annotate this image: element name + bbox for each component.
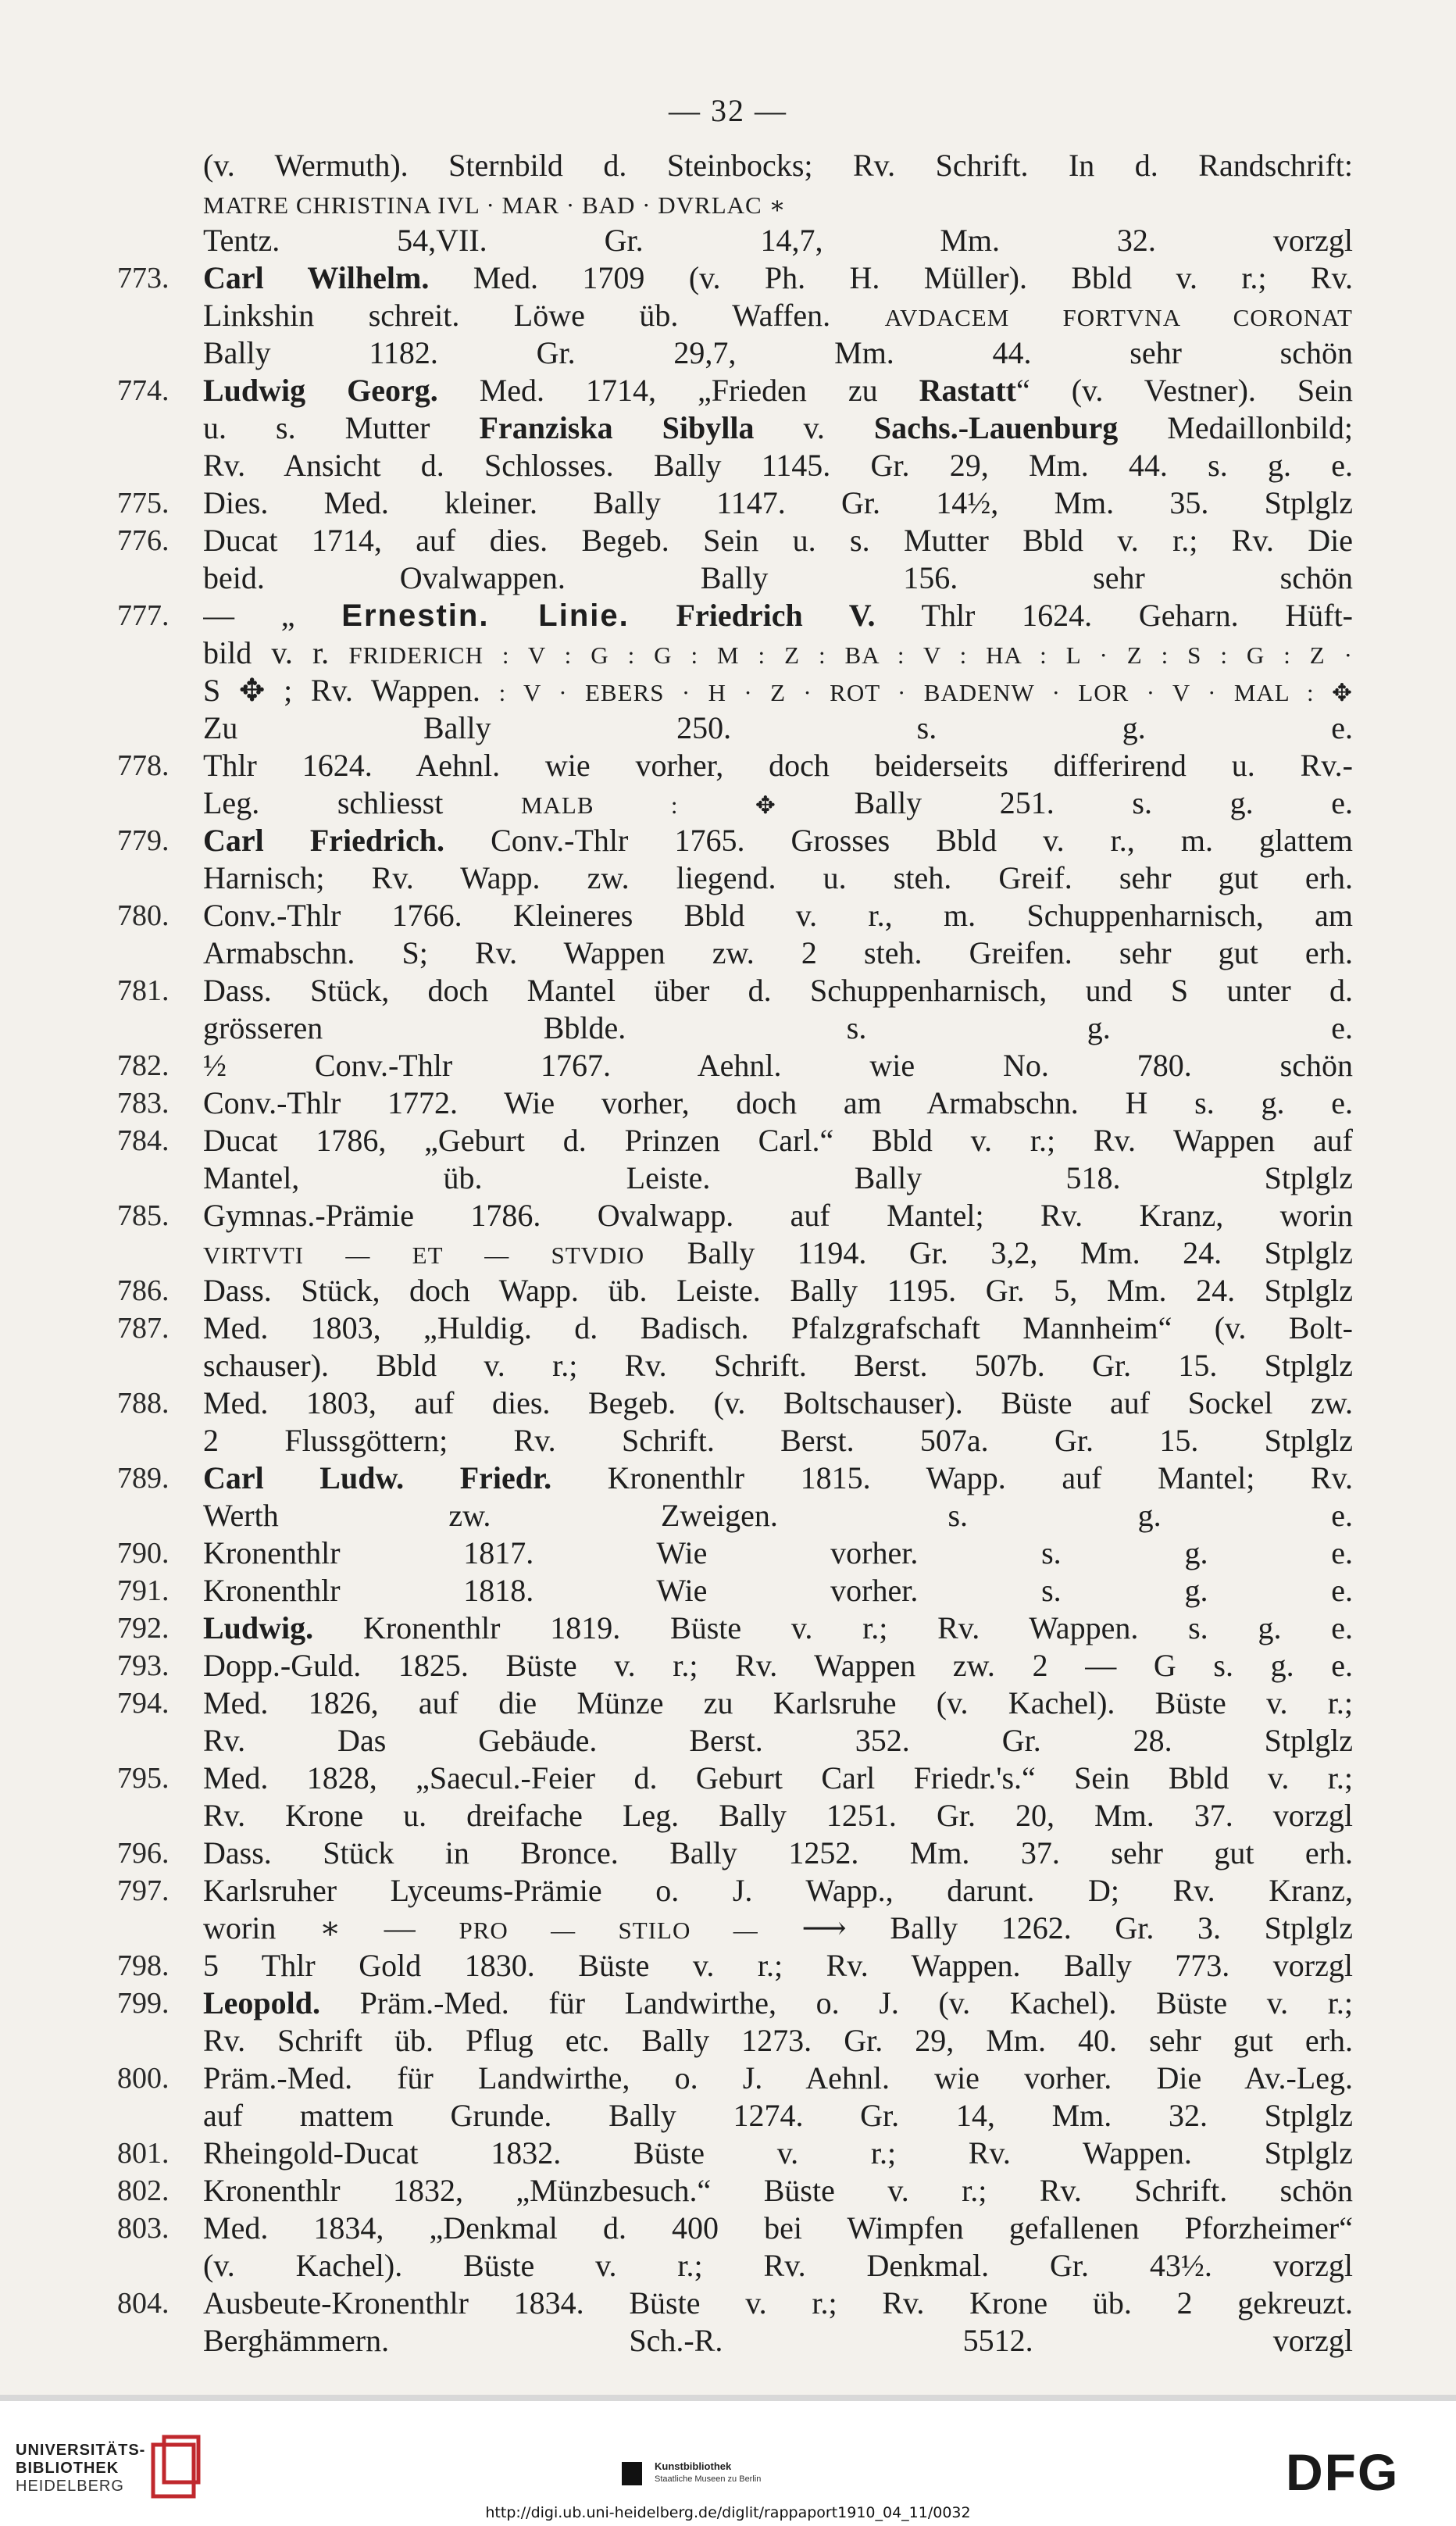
entry-text [203,1647,1353,1685]
text-segment: ⟶ Bally 1262. Gr. 3. Stplglz [758,1910,1353,1945]
text-segment: Conv.-Thlr 1772. Wie vorher, doch am Armabschn. H s. g. e. [203,1085,1353,1120]
catalog-entry [117,1197,1353,1272]
text-segment: Armabschn. S; Rv. Wappen zw. 2 steh. Greifen. sehr gut erh. [203,935,1353,970]
text-segment: Dass. Stück, doch Wapp. üb. Leiste. Bally 1195. Gr. 5, Mm. 24. Stplglz [203,1273,1353,1308]
entry-number: 782. [117,1049,170,1082]
text-segment: beid. Ovalwappen. Bally 156. sehr schön [203,560,1353,595]
entry-line [203,1797,1353,1835]
entry-number: 779. [117,824,170,857]
text-segment: 2 Flussgöttern; Rv. Schrift. Berst. 507a. Gr. 15. Stplglz [203,1423,1353,1458]
entry-number: 791. [117,1574,170,1607]
entry-line [203,1122,1353,1159]
text-segment: Leg. schliesst [203,785,521,820]
entry-text [203,1947,1353,1985]
entry-number: 799. [117,1987,170,2020]
text-segment: Kronenthlr 1819. Büste v. r.; Rv. Wappen. s. g. e. [313,1610,1353,1645]
entry-line [203,559,1353,597]
entry-line [203,1647,1353,1685]
text-segment: FRIDERICH : V : G : G : M : Z : BA : V : HA : L · Z : S : G : Z · [348,641,1353,669]
text-segment: Med. 1803, auf dies. Begeb. (v. Boltschauser). Büste auf Sockel zw. [203,1385,1353,1420]
entry-number [117,147,203,259]
text-segment: Karlsruher Lyceums-Prämie o. J. Wapp., darunt. D; Rv. Kranz, [203,1873,1353,1908]
entry-line [203,1384,1353,1422]
catalog-entry [117,2060,1353,2135]
text-segment: Präm.-Med. für Landwirthe, o. J. (v. Kachel). Büste v. r.; [320,1985,1353,2020]
text-segment: Carl Wilhelm. [203,260,430,295]
text-segment: Ausbeute-Kronenthlr 1834. Büste v. r.; Rv. Krone üb. 2 gekreuzt. [203,2285,1353,2321]
entry-number: 796. [117,1837,170,1870]
text-segment: Kronenthlr 1818. Wie vorher. s. g. e. [203,1573,1353,1608]
entry-line [203,1460,1353,1497]
entry-text [203,1835,1353,1872]
entry-line [203,1985,1353,2022]
entry-line [203,484,1353,522]
text-segment: Gymnas.-Prämie 1786. Ovalwapp. auf Mantel; Rv. Kranz, worin [203,1198,1353,1233]
entry-line [203,859,1353,897]
entry-text [203,2060,1353,2135]
text-segment: Franziska Sibylla [479,410,755,445]
entry-line [203,522,1353,559]
entry-number: 785. [117,1199,170,1232]
entry-line [203,1610,1353,1647]
entry-line [203,2285,1353,2322]
entry-number: 776. [117,524,170,557]
text-segment: Präm.-Med. für Landwirthe, o. J. Aehnl. wie vorher. Die Av.-Leg. [203,2060,1353,2095]
text-segment: Ludwig. [203,1610,314,1645]
entry-line [203,972,1353,1009]
entry-number: 783. [117,1087,170,1120]
entry-number: 797. [117,1874,170,1907]
entry-line [203,1835,1353,1872]
entry-number: 802. [117,2174,170,2207]
uni-line-2: BIBLIOTHEK [16,2460,120,2477]
text-segment: AVDACEM FORTVNA CORONAT [884,304,1353,331]
catalog-entry [117,897,1353,972]
entry-line [203,1872,1353,1910]
catalog-entry [117,972,1353,1047]
entry-number: 781. [117,974,170,1007]
entry-line [203,897,1353,934]
text-segment: Med. 1826, auf die Münze zu Karlsruhe (v. Kachel). Büste v. r.; [203,1685,1353,1720]
entry-number: 789. [117,1462,170,1495]
entry-number: 786. [117,1274,170,1307]
entry-text [203,1272,1353,1309]
entry-line [203,822,1353,859]
catalog-entry [117,1685,1353,1760]
entry-text [203,1760,1353,1835]
entry-line [203,1197,1353,1234]
text-segment: Med. 1828, „Saecul.-Feier d. Geburt Carl Friedr.'s.“ Sein Bbld v. r.; [203,1760,1353,1795]
entry-text [203,2210,1353,2285]
catalog-entry [117,597,1353,747]
entry-line [203,1084,1353,1122]
entry-text [203,1122,1353,1197]
entry-text [203,1047,1353,1084]
entry-line [203,1347,1353,1384]
entry-text [203,259,1353,372]
text-segment: : V · EBERS · H · Z · ROT · BADENW · LOR · V · MAL : ✥ [498,679,1353,706]
entry-line [203,1760,1353,1797]
catalog-entry [117,2135,1353,2172]
catalog-entry [117,1985,1353,2060]
kunstbibliothek-icon [622,2462,642,2485]
entry-text [203,1685,1353,1760]
entry-text [203,1610,1353,1647]
entry-line [203,334,1353,372]
entry-number: 793. [117,1649,170,1682]
catalog-entry [117,1309,1353,1384]
text-segment: Bally 1194. Gr. 3,2, Mm. 24. Stplglz [644,1235,1353,1270]
text-segment: Ducat 1786, „Geburt d. Prinzen Carl.“ Bbld v. r.; Rv. Wappen auf [203,1123,1353,1158]
catalog-entry [117,1384,1353,1460]
entry-text [203,1460,1353,1535]
catalog-entry [117,259,1353,372]
text-segment: “ (v. Vestner). Sein [1015,373,1353,408]
text-segment: PRO — STILO — [459,1917,758,1944]
text-segment: Harnisch; Rv. Wapp. zw. liegend. u. steh. Greif. sehr gut erh. [203,860,1353,895]
entry-number: 784. [117,1124,170,1157]
entry-line [203,1309,1353,1347]
entry-line [203,1047,1353,1084]
text-segment: Kronenthlr 1817. Wie vorher. s. g. e. [203,1535,1353,1570]
text-segment: Rheingold-Ducat 1832. Büste v. r.; Rv. Wappen. Stplglz [203,2135,1353,2171]
text-segment: v. [754,410,874,445]
dfg-logo-text: DFG [1286,2448,1400,2495]
text-segment: auf mattem Grunde. Bally 1274. Gr. 14, Mm. 32. Stplglz [203,2098,1353,2133]
text-segment: Rv. Ansicht d. Schlosses. Bally 1145. Gr. 29, Mm. 44. s. g. e. [203,448,1353,483]
text-segment: bild v. r. [203,635,349,670]
catalog-entries [117,147,1353,2360]
entry-line [203,634,1353,672]
entry-text [203,1309,1353,1384]
entry-line [203,147,1353,184]
entry-number: 803. [117,2212,170,2245]
catalog-entry [117,1535,1353,1572]
entry-number: 773. [117,262,170,295]
entry-text [203,897,1353,972]
entry-text [203,2172,1353,2210]
text-segment: (v. Kachel). Büste v. r.; Rv. Denkmal. Gr. 43½. vorzgl [203,2248,1353,2283]
entry-text [203,1084,1353,1122]
entry-number: 780. [117,899,170,932]
entry-line [203,1572,1353,1610]
entry-text [203,1535,1353,1572]
kunstbibliothek-name: Kunstbibliothek [655,2460,732,2472]
entry-line [203,2172,1353,2210]
catalog-entry [117,822,1353,897]
text-segment: Med. 1714, „Frieden zu [437,373,919,408]
catalog-entry [117,1272,1353,1309]
text-segment: Thlr 1624. Aehnl. wie vorher, doch beiderseits differirend u. Rv.- [203,748,1353,783]
catalog-entry [117,1835,1353,1872]
entry-number: 804. [117,2287,170,2320]
text-segment: Tentz. 54,VII. Gr. 14,7, Mm. 32. vorzgl [203,223,1353,258]
entry-number: 774. [117,374,170,407]
entry-line [203,1272,1353,1309]
entry-line [203,2135,1353,2172]
text-segment: Rv. Schrift üb. Pflug etc. Bally 1273. Gr. 29, Mm. 40. sehr gut erh. [203,2023,1353,2058]
text-segment: Friedrich V. [676,598,876,633]
catalog-entry [117,1647,1353,1685]
entry-line [203,2022,1353,2060]
text-segment: Med. 1834, „Denkmal d. 400 bei Wimpfen gefallenen Pforzheimer“ [203,2210,1353,2246]
entry-line [203,2210,1353,2247]
catalog-entry [117,1947,1353,1985]
text-segment: Sachs.-Lauenburg [873,410,1119,445]
entry-text [203,822,1353,897]
entry-line [203,2060,1353,2097]
text-segment: (v. Wermuth). Sternbild d. Steinbocks; Rv. Schrift. In d. Randschrift: [203,148,1353,183]
entry-line [203,1722,1353,1760]
text-segment: Kronenthlr 1815. Wapp. auf Mantel; Rv. [551,1460,1353,1495]
entry-number: 800. [117,2062,170,2095]
text-segment: grösseren Bblde. s. g. e. [203,1010,1353,1045]
text-segment: Conv.-Thlr 1766. Kleineres Bbld v. r., m. Schuppenharnisch, am [203,898,1353,933]
text-segment: Leopold. [203,1985,321,2020]
entry-line [203,372,1353,409]
text-segment: Ernestin. Linie. [341,598,630,633]
catalog-entry [117,484,1353,522]
text-segment: Dass. Stück, doch Mantel über d. Schuppenharnisch, und S unter d. [203,973,1353,1008]
entry-line [203,2097,1353,2135]
entry-number: 790. [117,1537,170,1570]
text-segment: Kronenthlr 1832, „Münzbesuch.“ Büste v. r.; Rv. Schrift. schön [203,2173,1353,2208]
catalog-entry [117,522,1353,597]
text-segment: Rastatt [919,373,1016,408]
text-segment: worin ∗ — [203,1910,459,1945]
kunstbibliothek-subtitle: Staatliche Museen zu Berlin [655,2474,762,2484]
entry-line [203,259,1353,297]
catalog-entry [117,372,1353,484]
entry-line [203,1685,1353,1722]
catalog-entry [117,1047,1353,1084]
entry-line [203,297,1353,334]
catalog-entry [117,1760,1353,1835]
entry-line [203,1234,1353,1272]
text-segment: Ducat 1714, auf dies. Begeb. Sein u. s. Mutter Bbld v. r.; Rv. Die [203,523,1353,558]
entry-text [203,747,1353,822]
entry-line [203,2322,1353,2360]
entry-line [203,409,1353,447]
entry-text [203,484,1353,522]
text-segment: VIRTVTI — ET — STVDIO [203,1242,645,1269]
entry-number: 798. [117,1949,170,1982]
catalog-entry [117,1084,1353,1122]
entry-line [203,1535,1353,1572]
entry-text [203,1384,1353,1460]
text-segment: Ludwig Georg. [203,373,438,408]
entry-line [203,709,1353,747]
entry-line [203,672,1353,709]
text-segment: Carl Friedrich. [203,823,445,858]
entry-number: 795. [117,1762,170,1795]
entry-line [203,1159,1353,1197]
text-segment: Linkshin schreit. Löwe üb. Waffen. [203,298,885,333]
entry-text [203,1872,1353,1947]
text-segment: ½ Conv.-Thlr 1767. Aehnl. wie No. 780. schön [203,1048,1353,1083]
entry-line [203,784,1353,822]
uni-line-1: UNIVERSITÄTS- [16,2442,146,2459]
catalog-entry [117,1572,1353,1610]
text-segment: Thlr 1624. Geharn. Hüft- [875,598,1353,633]
catalog-entry [117,1460,1353,1535]
text-segment: u. s. Mutter [203,410,480,445]
entry-text [203,147,1353,259]
entry-line [203,447,1353,484]
catalog-entry [117,147,1353,259]
text-segment: Dopp.-Guld. 1825. Büste v. r.; Rv. Wappen zw. 2 — G s. g. e. [203,1648,1353,1683]
catalog-entry [117,747,1353,822]
entry-number: 788. [117,1387,170,1420]
entry-text [203,2285,1353,2360]
footer-divider [0,2395,1456,2401]
catalog-entry [117,2210,1353,2285]
text-segment: Mantel, üb. Leiste. Bally 518. Stplglz [203,1160,1353,1195]
text-segment: Med. 1709 (v. Ph. H. Müller). Bbld v. r.; Rv. [429,260,1353,295]
entry-number: 778. [117,749,170,782]
text-segment: Conv.-Thlr 1765. Grosses Bbld v. r., m. glattem [444,823,1353,858]
entry-number: 775. [117,487,170,520]
entry-line [203,597,1353,634]
text-segment: Dies. Med. kleiner. Bally 1147. Gr. 14½, Mm. 35. Stplglz [203,485,1353,520]
text-segment: schauser). Bbld v. r.; Rv. Schrift. Berst. 507b. Gr. 15. Stplglz [203,1348,1353,1383]
text-segment: MATRE CHRISTINA IVL · MAR · BAD · DVRLAC ∗ [203,191,787,219]
entry-line [203,1947,1353,1985]
entry-text [203,2135,1353,2172]
entry-line [203,184,1353,222]
entry-number: 777. [117,599,170,632]
text-segment: Rv. Krone u. dreifache Leg. Bally 1251. Gr. 20, Mm. 37. vorzgl [203,1798,1353,1833]
text-segment: Dass. Stück in Bronce. Bally 1252. Mm. 37. sehr gut erh. [203,1835,1353,1870]
entry-line [203,1422,1353,1460]
catalog-entry [117,1610,1353,1647]
entry-number: 792. [117,1612,170,1645]
catalog-entry [117,1122,1353,1197]
text-segment: Berghämmern. Sch.-R. 5512. vorzgl [203,2323,1353,2358]
page-number: — 32 — [669,93,787,128]
text-segment: Medaillonbild; [1118,410,1353,445]
catalog-entry [117,1872,1353,1947]
entry-text [203,972,1353,1047]
university-library-label [16,2442,145,2496]
catalog-entry [117,2285,1353,2360]
entry-line [203,2247,1353,2285]
text-segment: MALB : ✥ [520,791,776,819]
university-logo-icon [147,2434,205,2504]
dfg-logo [1286,2448,1434,2495]
text-segment: 5 Thlr Gold 1830. Büste v. r.; Rv. Wappen. Bally 773. vorzgl [203,1948,1353,1983]
text-segment: Rv. Das Gebäude. Berst. 352. Gr. 28. Stplglz [203,1723,1353,1758]
text-segment: Werth zw. Zweigen. s. g. e. [203,1498,1353,1533]
footer-bar [0,2395,1456,2526]
text-segment: Med. 1803, „Huldig. d. Badisch. Pfalzgrafschaft Mannheim“ (v. Bolt- [203,1310,1353,1345]
entry-text [203,597,1353,747]
entry-line [203,222,1353,259]
entry-line [203,1009,1353,1047]
entry-number: 794. [117,1687,170,1720]
permalink-url[interactable]: http://digi.ub.uni-heidelberg.de/diglit/rappaport1910_04_11/0032 [485,2504,971,2521]
entry-text [203,1985,1353,2060]
entry-line [203,1910,1353,1947]
entry-line [203,934,1353,972]
text-segment [630,598,676,633]
entry-text [203,522,1353,597]
text-segment: Zu Bally 250. s. g. e. [203,710,1353,745]
text-segment: — „ [203,598,342,633]
entry-number: 801. [117,2137,170,2170]
entry-line [203,747,1353,784]
catalog-entry [117,2172,1353,2210]
text-segment: Bally 1182. Gr. 29,7, Mm. 44. sehr schön [203,335,1353,370]
text-segment: Carl Ludw. Friedr. [203,1460,552,1495]
entry-text [203,372,1353,484]
text-segment: Bally 251. s. g. e. [776,785,1353,820]
entry-text [203,1572,1353,1610]
entry-number: 787. [117,1312,170,1345]
uni-line-3: HEIDELBERG [16,2478,124,2495]
text-segment: S ✥ ; Rv. Wappen. [203,673,499,708]
entry-text [203,1197,1353,1272]
entry-line [203,1497,1353,1535]
